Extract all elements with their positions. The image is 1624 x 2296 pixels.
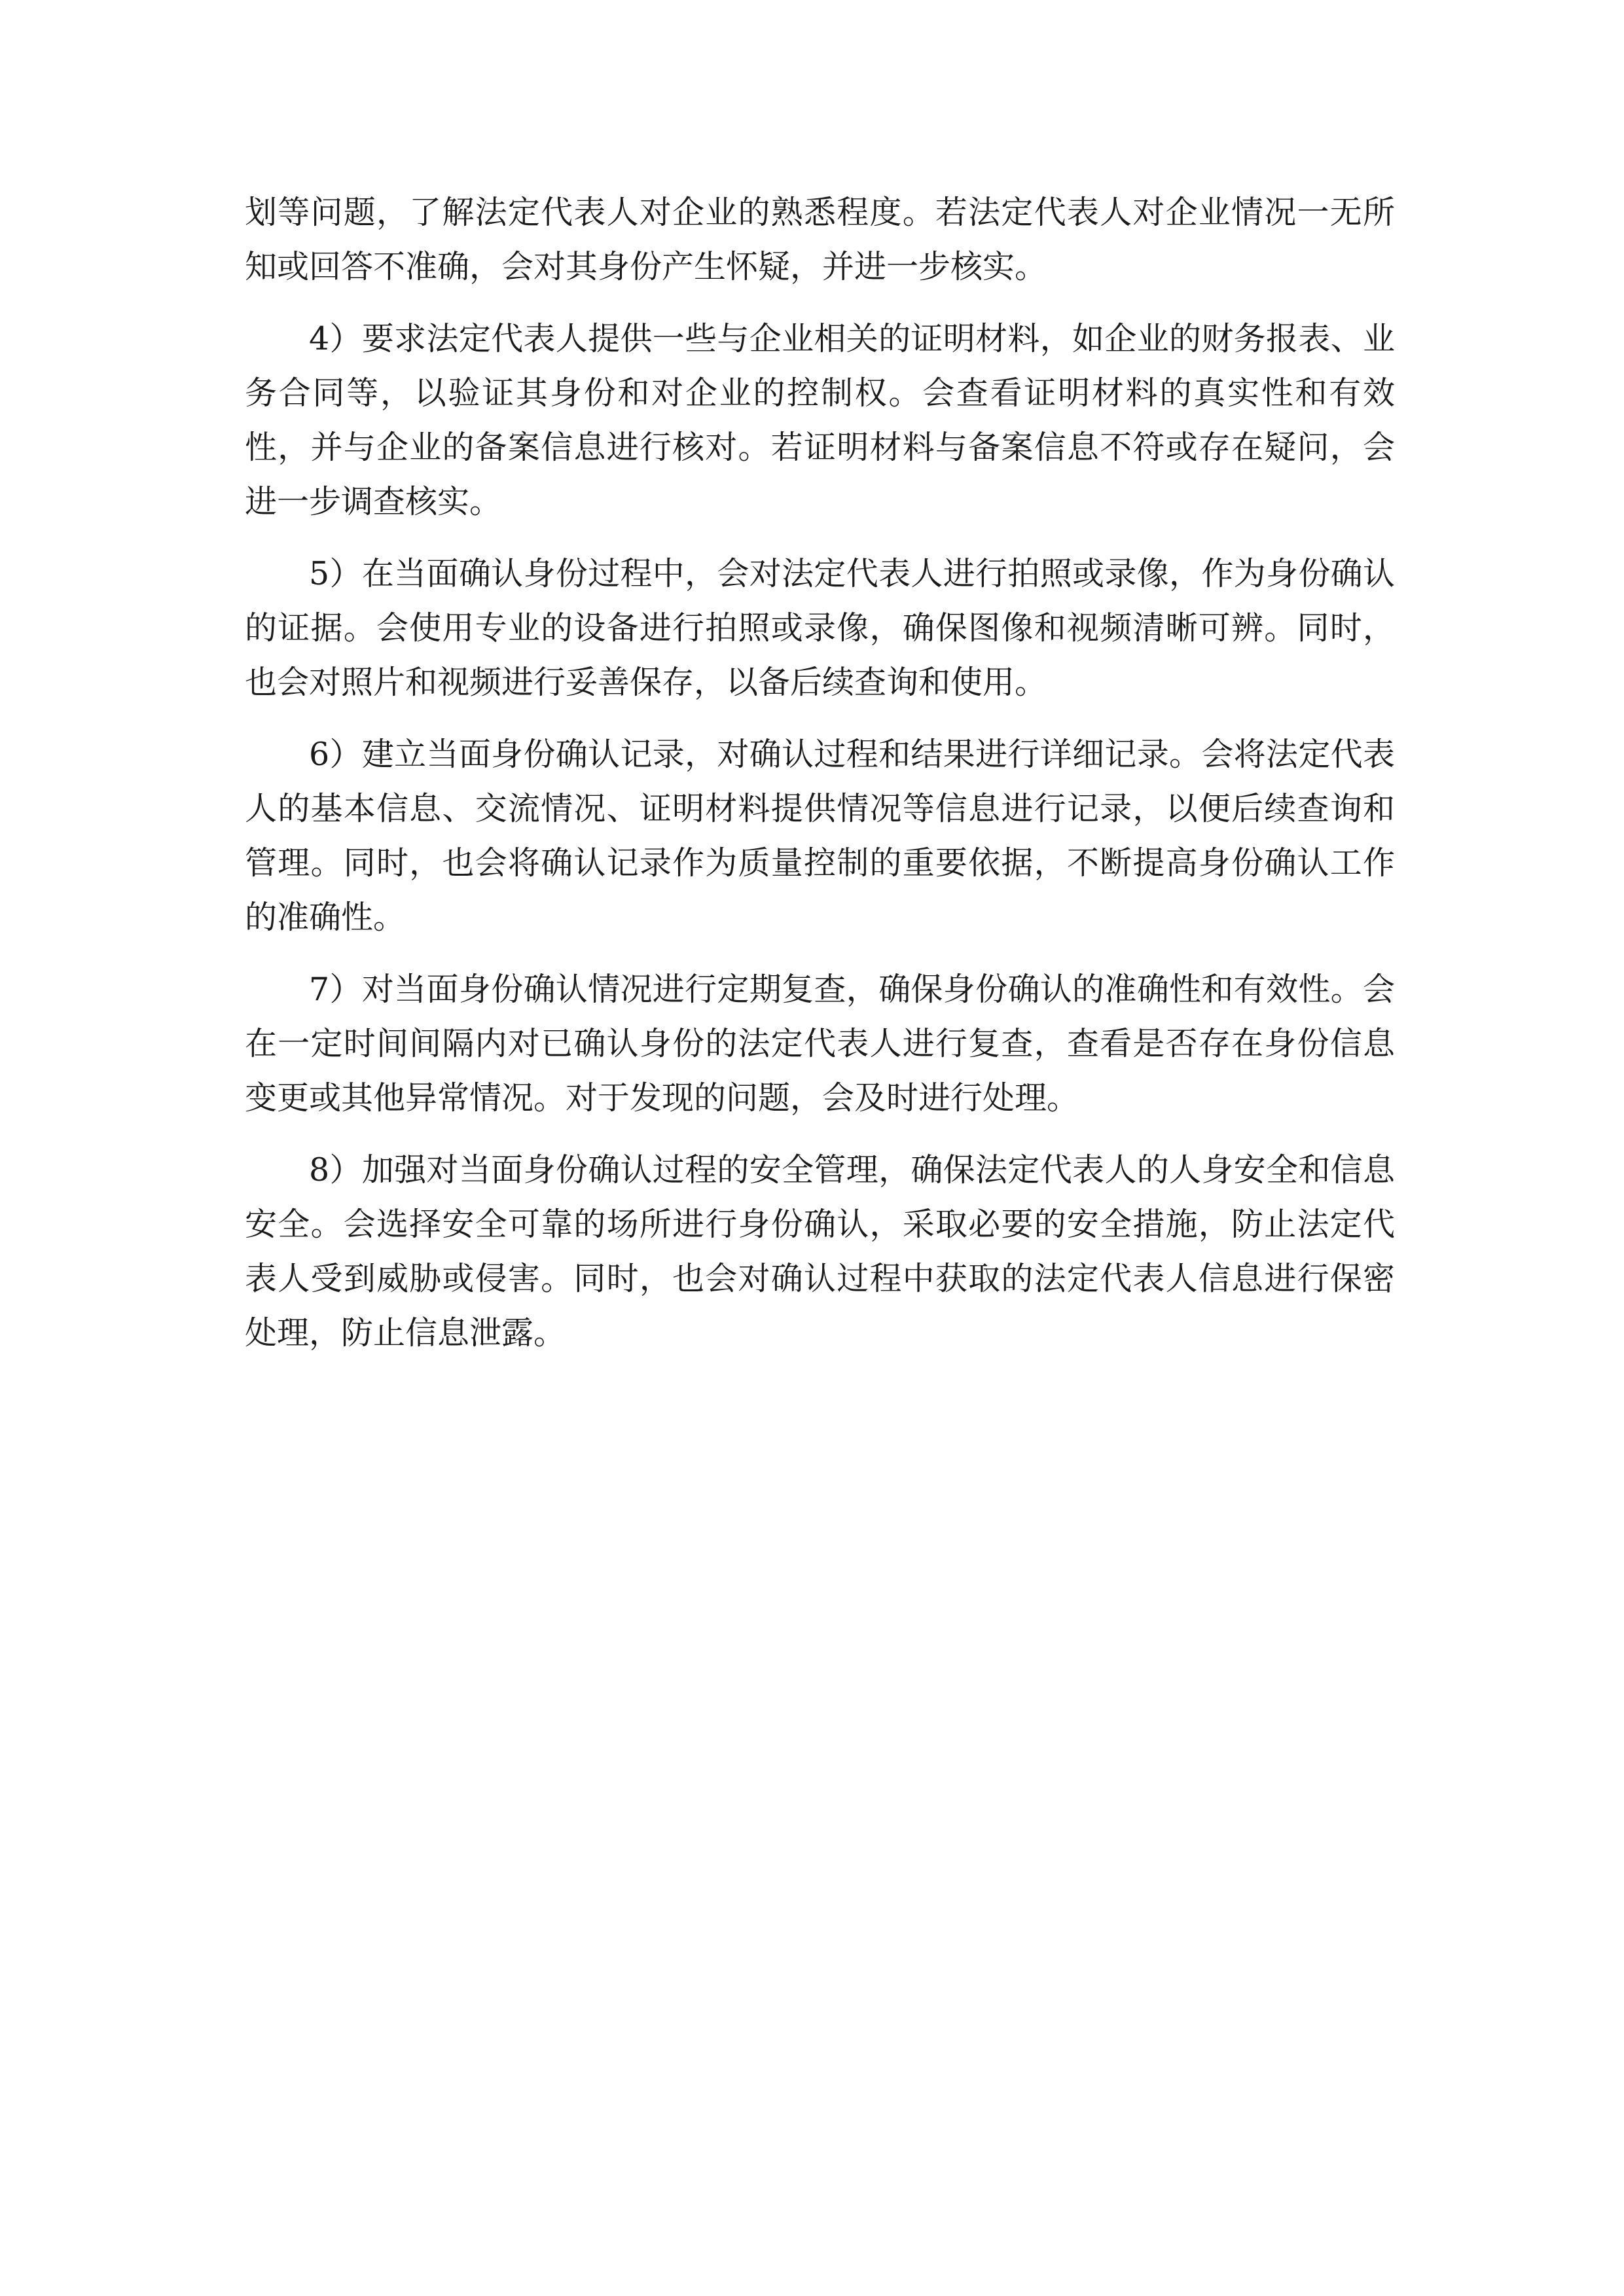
paragraph-item-6: 6）建立当面身份确认记录，对确认过程和结果进行详细记录。会将法定代表人的基本信息、交流情况、证明材料提供情况等信息进行记录，以便后续查询和管理。同时，也会将确认记录作为质量控制的重要依据，不断提高身份确认工作的准确性。 <box>245 736 1395 936</box>
paragraph-continuation: 划等问题，了解法定代表人对企业的熟悉程度。若法定代表人对企业情况一无所知或回答不准确，会对其身份产生怀疑，并进一步核实。 <box>245 194 1395 285</box>
paragraph-item-7: 7）对当面身份确认情况进行定期复查，确保身份确认的准确性和有效性。会在一定时间间隔内对已确认身份的法定代表人进行复查，查看是否存在身份信息变更或其他异常情况。对于发现的问题，会及时进行处理。 <box>245 971 1395 1117</box>
paragraph-item-8: 8）加强对当面身份确认过程的安全管理，确保法定代表人的人身安全和信息安全。会选择安全可靠的场所进行身份确认，采取必要的安全措施，防止法定代表人受到威胁或侵害。同时，也会对确认过程中获取的法定代表人信息进行保密处理，防止信息泄露。 <box>245 1151 1395 1352</box>
document-body <box>245 185 1395 1378</box>
paragraph-item-5: 5）在当面确认身份过程中，会对法定代表人进行拍照或录像，作为身份确认的证据。会使用专业的设备进行拍照或录像，确保图像和视频清晰可辨。同时，也会对照片和视频进行妥善保存，以备后续查询和使用。 <box>245 555 1395 701</box>
paragraph-item-4: 4）要求法定代表人提供一些与企业相关的证明材料，如企业的财务报表、业务合同等，以验证其身份和对企业的控制权。会查看证明材料的真实性和有效性，并与企业的备案信息进行核对。若证明材料与备案信息不符或存在疑问，会进一步调查核实。 <box>245 320 1395 520</box>
